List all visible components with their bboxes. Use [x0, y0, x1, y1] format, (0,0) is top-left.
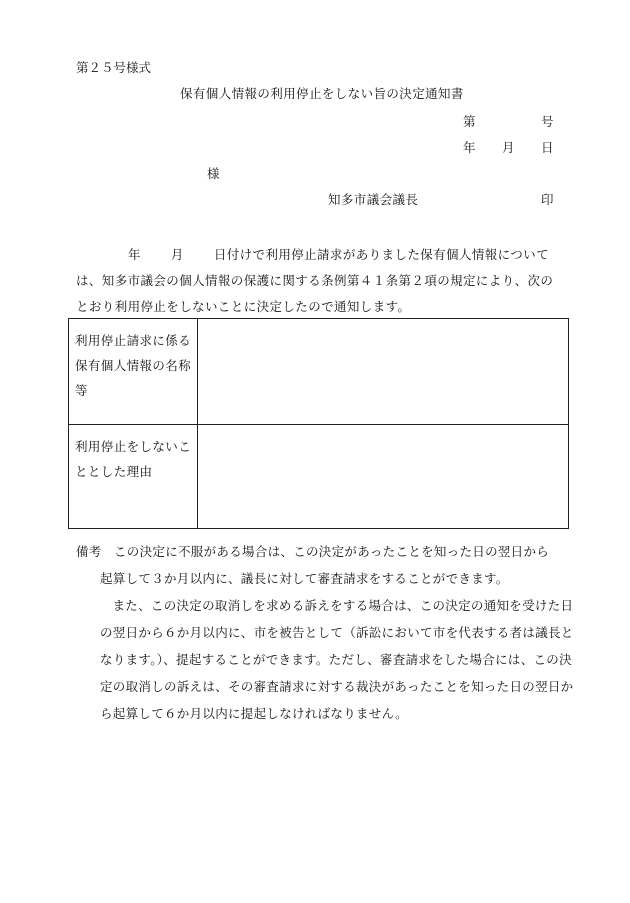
intro-paragraph [76, 242, 572, 320]
table-value-cell[interactable] [198, 319, 569, 425]
sender-name: 知多市議会議長 [328, 192, 419, 207]
intro-month: 月 [170, 247, 184, 262]
date-year: 年 [463, 140, 476, 155]
date-month: 月 [502, 140, 515, 155]
date-day: 日 [541, 140, 554, 155]
table-label-name: 利用停止請求に係る保有個人情報の名称等 [75, 333, 192, 398]
remarks-para2: また、この決定の取消しを求める訴えをする場合は、この決定の通知を受けた日の翌日から６か月以内に、市を被告として（訴訟において市を代表する者は議長となります。）、提起することができます。ただし、審査請求をした場合には、この決定の取消しの訴えは、その審査請求に対する裁決があったことを知った日の翌日から起算して６か月以内に提起しなければなりません。 [100, 598, 574, 721]
number-suffix: 号 [541, 114, 554, 129]
table-label-reason: 利用停止をしないこととした理由 [75, 439, 192, 479]
form-number: 第２５号様式 [76, 60, 152, 75]
intro-line1-rest: 日付けで利用停止請求がありました保有個人情報について [213, 247, 549, 262]
intro-year: 年 [128, 247, 141, 262]
table-value-cell[interactable] [198, 425, 569, 529]
sender-seal: 印 [541, 192, 554, 207]
recipient-suffix: 様 [207, 166, 220, 181]
intro-line-1 [76, 242, 572, 268]
document-title: 保有個人情報の利用停止をしない旨の決定通知書 [180, 86, 464, 101]
table-row [69, 319, 569, 425]
table-label-cell [69, 319, 198, 425]
remarks-tag: 備考 [76, 544, 102, 559]
remarks-para1-line2: 起算して３か月以内に、議長に対して審査請求をすることができます。 [100, 571, 509, 586]
remarks-section [76, 538, 576, 727]
intro-line-3: とおり利用停止をしないことに決定したので通知します。 [76, 299, 411, 314]
number-prefix: 第 [463, 114, 476, 129]
request-info-table [68, 318, 569, 529]
intro-line-2: は、知多市議会の個人情報の保護に関する条例第４１条第２項の規定により、次の [76, 273, 554, 288]
table-row [69, 425, 569, 529]
remarks-para1-line1: この決定に不服がある場合は、この決定があったことを知った日の翌日から [114, 544, 550, 559]
table-label-cell [69, 425, 198, 529]
